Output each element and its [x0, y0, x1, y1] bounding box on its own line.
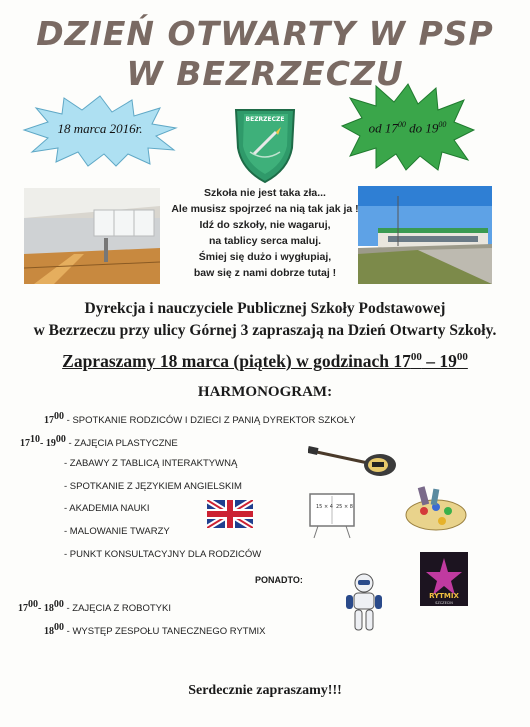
time-start: od 17 — [368, 120, 398, 136]
logo-text: BEZRZECZE — [245, 116, 285, 123]
time-start-sup: 00 — [397, 120, 406, 129]
intro-paragraph — [0, 298, 530, 342]
poem — [170, 185, 360, 281]
extra-time-sup: 00 — [28, 599, 38, 610]
extra-time-sup: 00 — [53, 599, 64, 610]
robot-icon — [344, 573, 384, 633]
schedule-item: - PUNKT KONSULTACYJNY DLA RODZICÓW — [64, 549, 262, 560]
schedule-item: - MALOWANIE TWARZY — [64, 526, 170, 537]
guitar-icon — [308, 443, 398, 479]
date-text: 18 marca 2016r. — [57, 121, 143, 136]
time-end-sup: 00 — [438, 120, 447, 129]
extra-time-sup: 00 — [54, 622, 64, 633]
board-right-text: 25 × 8 — [336, 504, 353, 510]
rytmix-name: RYTMIX — [429, 592, 459, 600]
poem-line: Szkoła nie jest taka zła... — [204, 187, 326, 199]
invite-dash: – 19 — [421, 351, 457, 371]
extra-text: - ZAJĘCIA Z ROBOTYKI — [63, 603, 171, 615]
schedule-item: - AKADEMIA NAUKI — [64, 503, 150, 514]
poem-line: Śmiej się dużo i wygłupiaj, — [198, 251, 332, 263]
extra-time-end: - 18 — [38, 603, 54, 615]
schedule-item: - ZABAWY Z TABLICĄ INTERAKTYWNĄ — [64, 458, 238, 469]
schedule-text: - SPOTKANIE RODZICÓW I DZIECI Z PANIĄ DYREKTOR SZKOŁY — [64, 415, 356, 427]
poem-line: Idź do szkoły, nie wagaruj, — [199, 219, 331, 231]
intro-line: Dyrekcja i nauczyciele Publicznej Szkoły Podstawowej — [84, 300, 446, 317]
gym-photo — [24, 188, 160, 284]
page-title-line2: W BEZRZECZU — [126, 54, 404, 93]
board-left-text: 15 × 4 — [316, 504, 333, 510]
poem-line: Ale musisz spojrzeć na nią tak jak ja ! — [171, 203, 359, 215]
page-title-line1: DZIEŃ OTWARTY W PSP — [36, 14, 494, 53]
extra-time: 17 — [18, 603, 28, 615]
time-end: do 19 — [409, 120, 439, 136]
uk-flag-icon — [207, 500, 253, 528]
extra-time: 18 — [44, 626, 54, 638]
schedule-time-sup: 00 — [55, 434, 66, 445]
paint-palette-icon — [396, 485, 468, 533]
invite-sup: 00 — [456, 351, 468, 364]
ponadto-label: PONADTO: — [255, 575, 303, 585]
schedule-item — [20, 434, 178, 449]
invitation-headline — [0, 351, 530, 372]
schedule-item: - SPOTKANIE Z JĘZYKIEM ANGIELSKIM — [64, 481, 242, 492]
rytmix-logo — [420, 552, 468, 606]
whiteboard-icon — [308, 492, 356, 540]
schedule-time: 17 — [44, 415, 54, 427]
time-text — [350, 120, 465, 136]
extra-item — [44, 622, 265, 637]
harmonogram-heading: HARMONOGRAM: — [197, 384, 333, 400]
schedule-time-sup: 00 — [54, 411, 64, 422]
schedule-time-end: - 19 — [40, 438, 56, 450]
poem-line: na tablicy serca maluj. — [208, 235, 322, 247]
closing-text: Serdecznie zapraszamy!!! — [188, 683, 342, 698]
extra-text: - WYSTĘP ZESPOŁU TANECZNEGO RYTMIX — [64, 626, 266, 638]
schedule-text: - ZAJĘCIA PLASTYCZNE — [65, 438, 178, 450]
invite-text: Zapraszamy 18 marca (piątek) w godzinach 17 — [62, 351, 411, 371]
extra-item — [18, 599, 171, 614]
schedule-time: 17 — [20, 438, 30, 450]
intro-line: w Bezrzeczu przy ulicy Górnej 3 zapraszają na Dzień Otwarty Szkoły. — [33, 322, 497, 339]
poem-line: baw się z nami dobrze tutaj ! — [193, 267, 337, 279]
school-building-photo — [358, 186, 492, 284]
schedule-time-sup: 10 — [30, 434, 40, 445]
invite-sup: 00 — [410, 351, 422, 364]
rytmix-city: SZCZECIN — [435, 601, 453, 605]
schedule-item — [44, 411, 356, 426]
